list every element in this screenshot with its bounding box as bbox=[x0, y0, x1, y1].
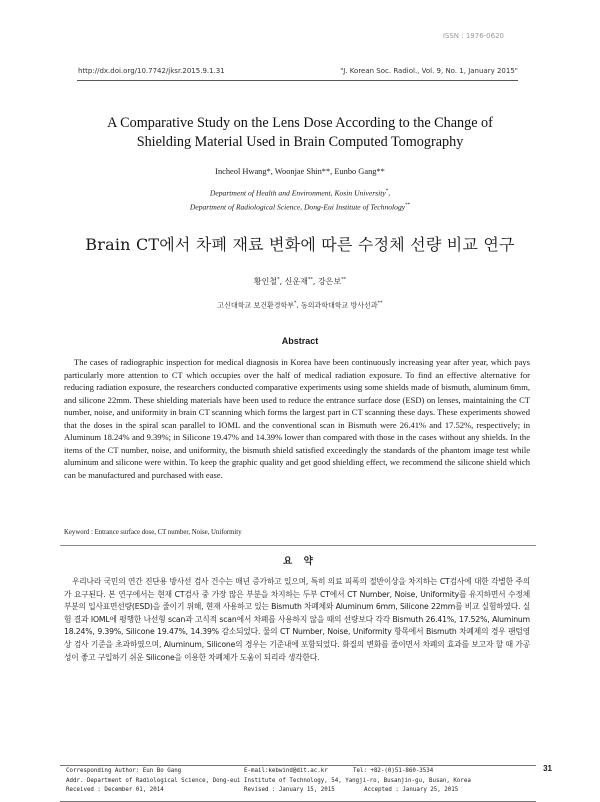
keywords: Keyword : Entrance surface dose, CT number, Noise, Uniformity bbox=[64, 529, 242, 536]
korean-affiliation: 고신대학교 보건환경학부*, 동의과학대학교 방사선과** bbox=[217, 300, 383, 310]
doi-link[interactable]: http://dx.doi.org/10.7742/jksr.2015.9.1.31 bbox=[78, 67, 225, 75]
korean-affiliation-mark: ** bbox=[377, 300, 383, 306]
abstract-text: The cases of radiographic inspection for medical diagnosis in Korea have been continuously increasing year after year, which pays particularly more attention to CT which occupies over the half of medical radiation exposure. To find an effective alternative for reducing radiation exposure, the researchers conducted comparative experiments using some shields made of bismuth, aluminum 6mm, and silicone 22mm. These shielding materials have been used to reduce the entrance surface dose (ESD) on lenses, maintaining the CT number, noise, and uniformity in brain CT scanning which forms the largest part in CT scanning these days. These experiments showed that the doses in the spiral scan parallel to IOML and the conventional scan in Bismuth were 26.41% and 17.52%, respectively; in Aluminum 18.24% and 9.39%; in Silicone 19.47% and 14.39% lower than compared with those in the cases without any shields. In the items of the CT number, noise, and uniformity, the bismuth shield satisfied exceedingly the standards of the phantom image test while aluminum and silicone were within. To keep the graphic quality and get good shielding effect, we recommend the silicone shield which can be manufactured and purchased with ease. bbox=[64, 357, 530, 480]
footer-contact-row bbox=[66, 767, 530, 777]
korean-author-mark: ** bbox=[307, 276, 313, 283]
author-address: Addr. Department of Radiological Science, Dong-eui Institute of Technology, 54, Yangji-ro, Busanjin-gu, Busan, Korea bbox=[66, 777, 471, 784]
paper-title-line: Shielding Material Used in Brain Computed Tomography bbox=[136, 134, 464, 150]
affiliation-name: Department of Radiological Science, Dong-Eui Institute of Technology bbox=[189, 202, 406, 212]
revised-date: Revised : January 15, 2015 bbox=[244, 787, 335, 793]
korean-affiliation-name: 고신대학교 보건환경학부 bbox=[217, 301, 295, 310]
korean-abstract-text: 우리나라 국민의 연간 진단용 방사선 검사 건수는 매년 증가하고 있으며, 특히 의료 피폭의 절반이상을 차지하는 CT검사에 대한 각별한 주의가 요구된다. 본 연구에서는 현재 CT검사 중 가장 많은 부분을 차지하는 두부 CT에서 CT Number, Noise, Uniformity를 유지하면서 수정체 부분의 입사표면선량(ESD)을 줄이기 위해, 현재 사용하고 있는 Bismuth 차폐체와 Aluminum 6mm, Silicone 22mm를 비교 실험하였다. 실험 결과 IOML에 평행한 나선형 scan과 고식적 scan에서 차폐를 사용하지 않을 때의 선량보다 각각 Bismuth 26.41%, 17.52%, Aluminum 18.24%, 9.39%, Silicone 19.47%, 14.39% 감소되었다. 물의 CT Number, Noise, Uniformity 항목에서 Bismuth 차폐제의 경우 팬텀영상 검사 기준을 초과하였으며, Aluminum, Silicone의 경우는 기준내에 포함되었다. 화질의 변화를 줄이면서 차폐의 효과를 보고자 할 때 가공성이 좋고 구입하기 쉬운 Silicone을 이용한 차폐체가 도움이 되리라 생각한다. bbox=[64, 577, 530, 662]
footer-top-rule bbox=[60, 765, 536, 766]
affiliation-name: Department of Health and Environment, Kosin University bbox=[209, 188, 386, 198]
korean-affiliation-name: 동의과학대학교 방사선과 bbox=[300, 301, 378, 310]
affiliation-mark: * bbox=[385, 189, 389, 194]
running-header bbox=[78, 67, 518, 75]
author-list: Incheol Hwang*, Woonjae Shin**, Eunbo Gang** bbox=[215, 167, 385, 176]
paper-title bbox=[60, 114, 540, 152]
abstract-heading: Abstract bbox=[281, 336, 319, 346]
author-phone: Tel: +82-(0)51-860-3534 bbox=[353, 768, 434, 774]
korean-author: 강은보 bbox=[317, 277, 342, 286]
affiliation-list bbox=[60, 186, 540, 213]
footer-dates-row bbox=[66, 786, 530, 796]
corresponding-author: Corresponding Author: Eun Bo Gang bbox=[66, 768, 182, 774]
author-email[interactable]: E-mail:kebwind@dit.ac.kr bbox=[244, 768, 328, 774]
korean-affiliation-mark: * bbox=[294, 300, 297, 306]
accepted-date: Accepted : January 25, 2015 bbox=[364, 787, 459, 793]
korean-author-mark: * bbox=[277, 276, 280, 283]
korean-author-list: 황인철*, 신운재**, 강은보** bbox=[253, 276, 347, 286]
journal-citation: "J. Korean Soc. Radiol., Vol. 9, No. 1, January 2015" bbox=[340, 67, 518, 75]
korean-author-mark: ** bbox=[341, 276, 347, 283]
korean-author: 황인철 bbox=[253, 277, 278, 286]
section-divider bbox=[60, 545, 536, 546]
korean-abstract-heading: 요 약 bbox=[283, 556, 317, 567]
affiliation-line bbox=[60, 200, 540, 214]
received-date: Received : December 01, 2014 bbox=[66, 787, 164, 793]
footer-address-row bbox=[66, 777, 530, 787]
affiliation-line bbox=[60, 186, 540, 200]
header-rule bbox=[77, 80, 518, 81]
issn: ISSN : 1976-0620 bbox=[442, 32, 504, 40]
affiliation-mark: ** bbox=[405, 202, 411, 208]
page-number: 31 bbox=[543, 764, 552, 773]
korean-title: Brain CT에서 차폐 재료 변화에 따른 수정체 선량 비교 연구 bbox=[85, 235, 515, 254]
affiliation-suffix: , bbox=[388, 188, 391, 198]
paper-title-line: A Comparative Study on the Lens Dose According to the Change of bbox=[107, 115, 493, 131]
korean-author: 신운재 bbox=[284, 277, 308, 286]
correspondence-footer bbox=[66, 767, 530, 796]
